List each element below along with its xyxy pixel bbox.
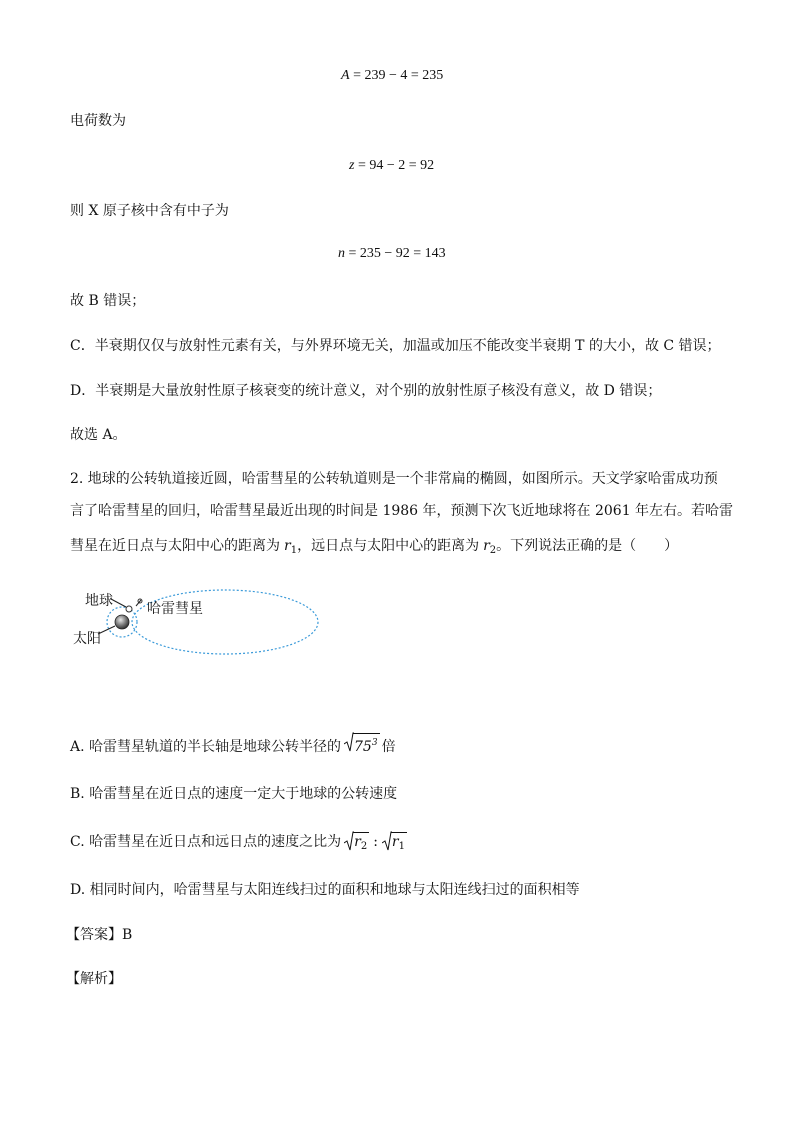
sqrt-75-cubed: [344, 733, 380, 756]
question-2-line-2: 言了哈雷彗星的回归，哈雷彗星最近出现的时间是 1986 年，预测下次飞近地球将在 2061 年左右。若哈雷: [70, 503, 734, 519]
equation-var: A: [341, 68, 350, 83]
r2-var: r: [483, 538, 490, 554]
sqrt-icon: [344, 731, 354, 753]
option-d: D. 相同时间内，哈雷彗星与太阳连线扫过的面积和地球与太阳连线扫过的面积相等: [70, 882, 580, 898]
sqrt-r2: [344, 832, 369, 856]
q2-text-b: ，远日点与太阳中心的距离为: [297, 538, 480, 554]
equation-charge: [349, 157, 434, 175]
radicand-r2: [353, 832, 369, 856]
question-2-line-1: 2. 地球的公转轨道接近圆，哈雷彗星的公转轨道则是一个非常扁的椭圆，如图所示。天文学家哈雷成功预: [70, 471, 718, 487]
r-var: r: [354, 834, 361, 850]
radicand-r1: [391, 832, 407, 856]
r-sub-2: 2: [360, 841, 368, 852]
sun-label: 太阳: [73, 631, 101, 647]
sun-icon: [115, 615, 129, 629]
radicand-exponent: 3: [371, 738, 378, 748]
option-c: [70, 832, 407, 856]
d-explanation: D．半衰期是大量放射性原子核衰变的统计意义，对个别的放射性原子核没有意义，故 D 错误；: [70, 383, 662, 399]
r-var: r: [391, 834, 399, 850]
option-b: B. 哈雷彗星在近日点的速度一定大于地球的公转速度: [70, 786, 398, 802]
b-wrong: 故 B 错误；: [70, 293, 146, 309]
sqrt-r1: [382, 832, 407, 856]
analysis-label: 【解析】: [66, 971, 122, 987]
r1-symbol: [284, 538, 297, 554]
q2-text-a: 彗星在近日点与太阳中心的距离为: [70, 538, 280, 554]
radicand: [353, 733, 380, 756]
r2-sub: 2: [489, 545, 497, 556]
ratio-colon: :: [373, 834, 378, 850]
option-c-pre: C. 哈雷彗星在近日点和远日点的速度之比为: [70, 834, 342, 850]
option-a-post: 倍: [381, 739, 396, 755]
earth-label: 地球: [85, 593, 113, 609]
equation-var: z: [349, 158, 355, 173]
r-sub-1: 1: [398, 841, 405, 852]
neutron-label: 则 X 原子核中含有中子为: [70, 203, 229, 219]
sqrt-icon: [382, 830, 392, 852]
r2-symbol: [483, 538, 496, 554]
equation-neutron: [338, 245, 446, 263]
c-explanation: C．半衰期仅仅与放射性元素有关，与外界环境无关，加温或加压不能改变半衰期 T 的大小，故 C 错误；: [70, 338, 721, 354]
equation-rhs: = 235 − 92 = 143: [348, 246, 446, 261]
r1-var: r: [284, 538, 291, 554]
equation-mass-number: [341, 67, 443, 85]
choose-a: 故选 A。: [70, 427, 127, 443]
equation-rhs: = 239 − 4 = 235: [353, 68, 444, 83]
earth-icon: [126, 606, 132, 612]
comet-label: 哈雷彗星: [147, 601, 203, 617]
option-a: [70, 733, 396, 756]
question-2-line-3: [70, 537, 678, 560]
earth-pointer: [111, 599, 126, 607]
radicand-base: 75: [354, 739, 372, 755]
orbit-diagram: [70, 582, 330, 662]
equation-var: n: [338, 246, 345, 261]
equation-rhs: = 94 − 2 = 92: [357, 158, 435, 173]
charge-label: 电荷数为: [70, 113, 126, 129]
r1-sub: 1: [290, 545, 298, 556]
answer-label: 【答案】B: [66, 927, 133, 943]
q2-text-c: 。下列说法正确的是（ ）: [496, 538, 679, 554]
sqrt-icon: [344, 830, 354, 852]
option-a-pre: A. 哈雷彗星轨道的半长轴是地球公转半径的: [70, 739, 342, 755]
